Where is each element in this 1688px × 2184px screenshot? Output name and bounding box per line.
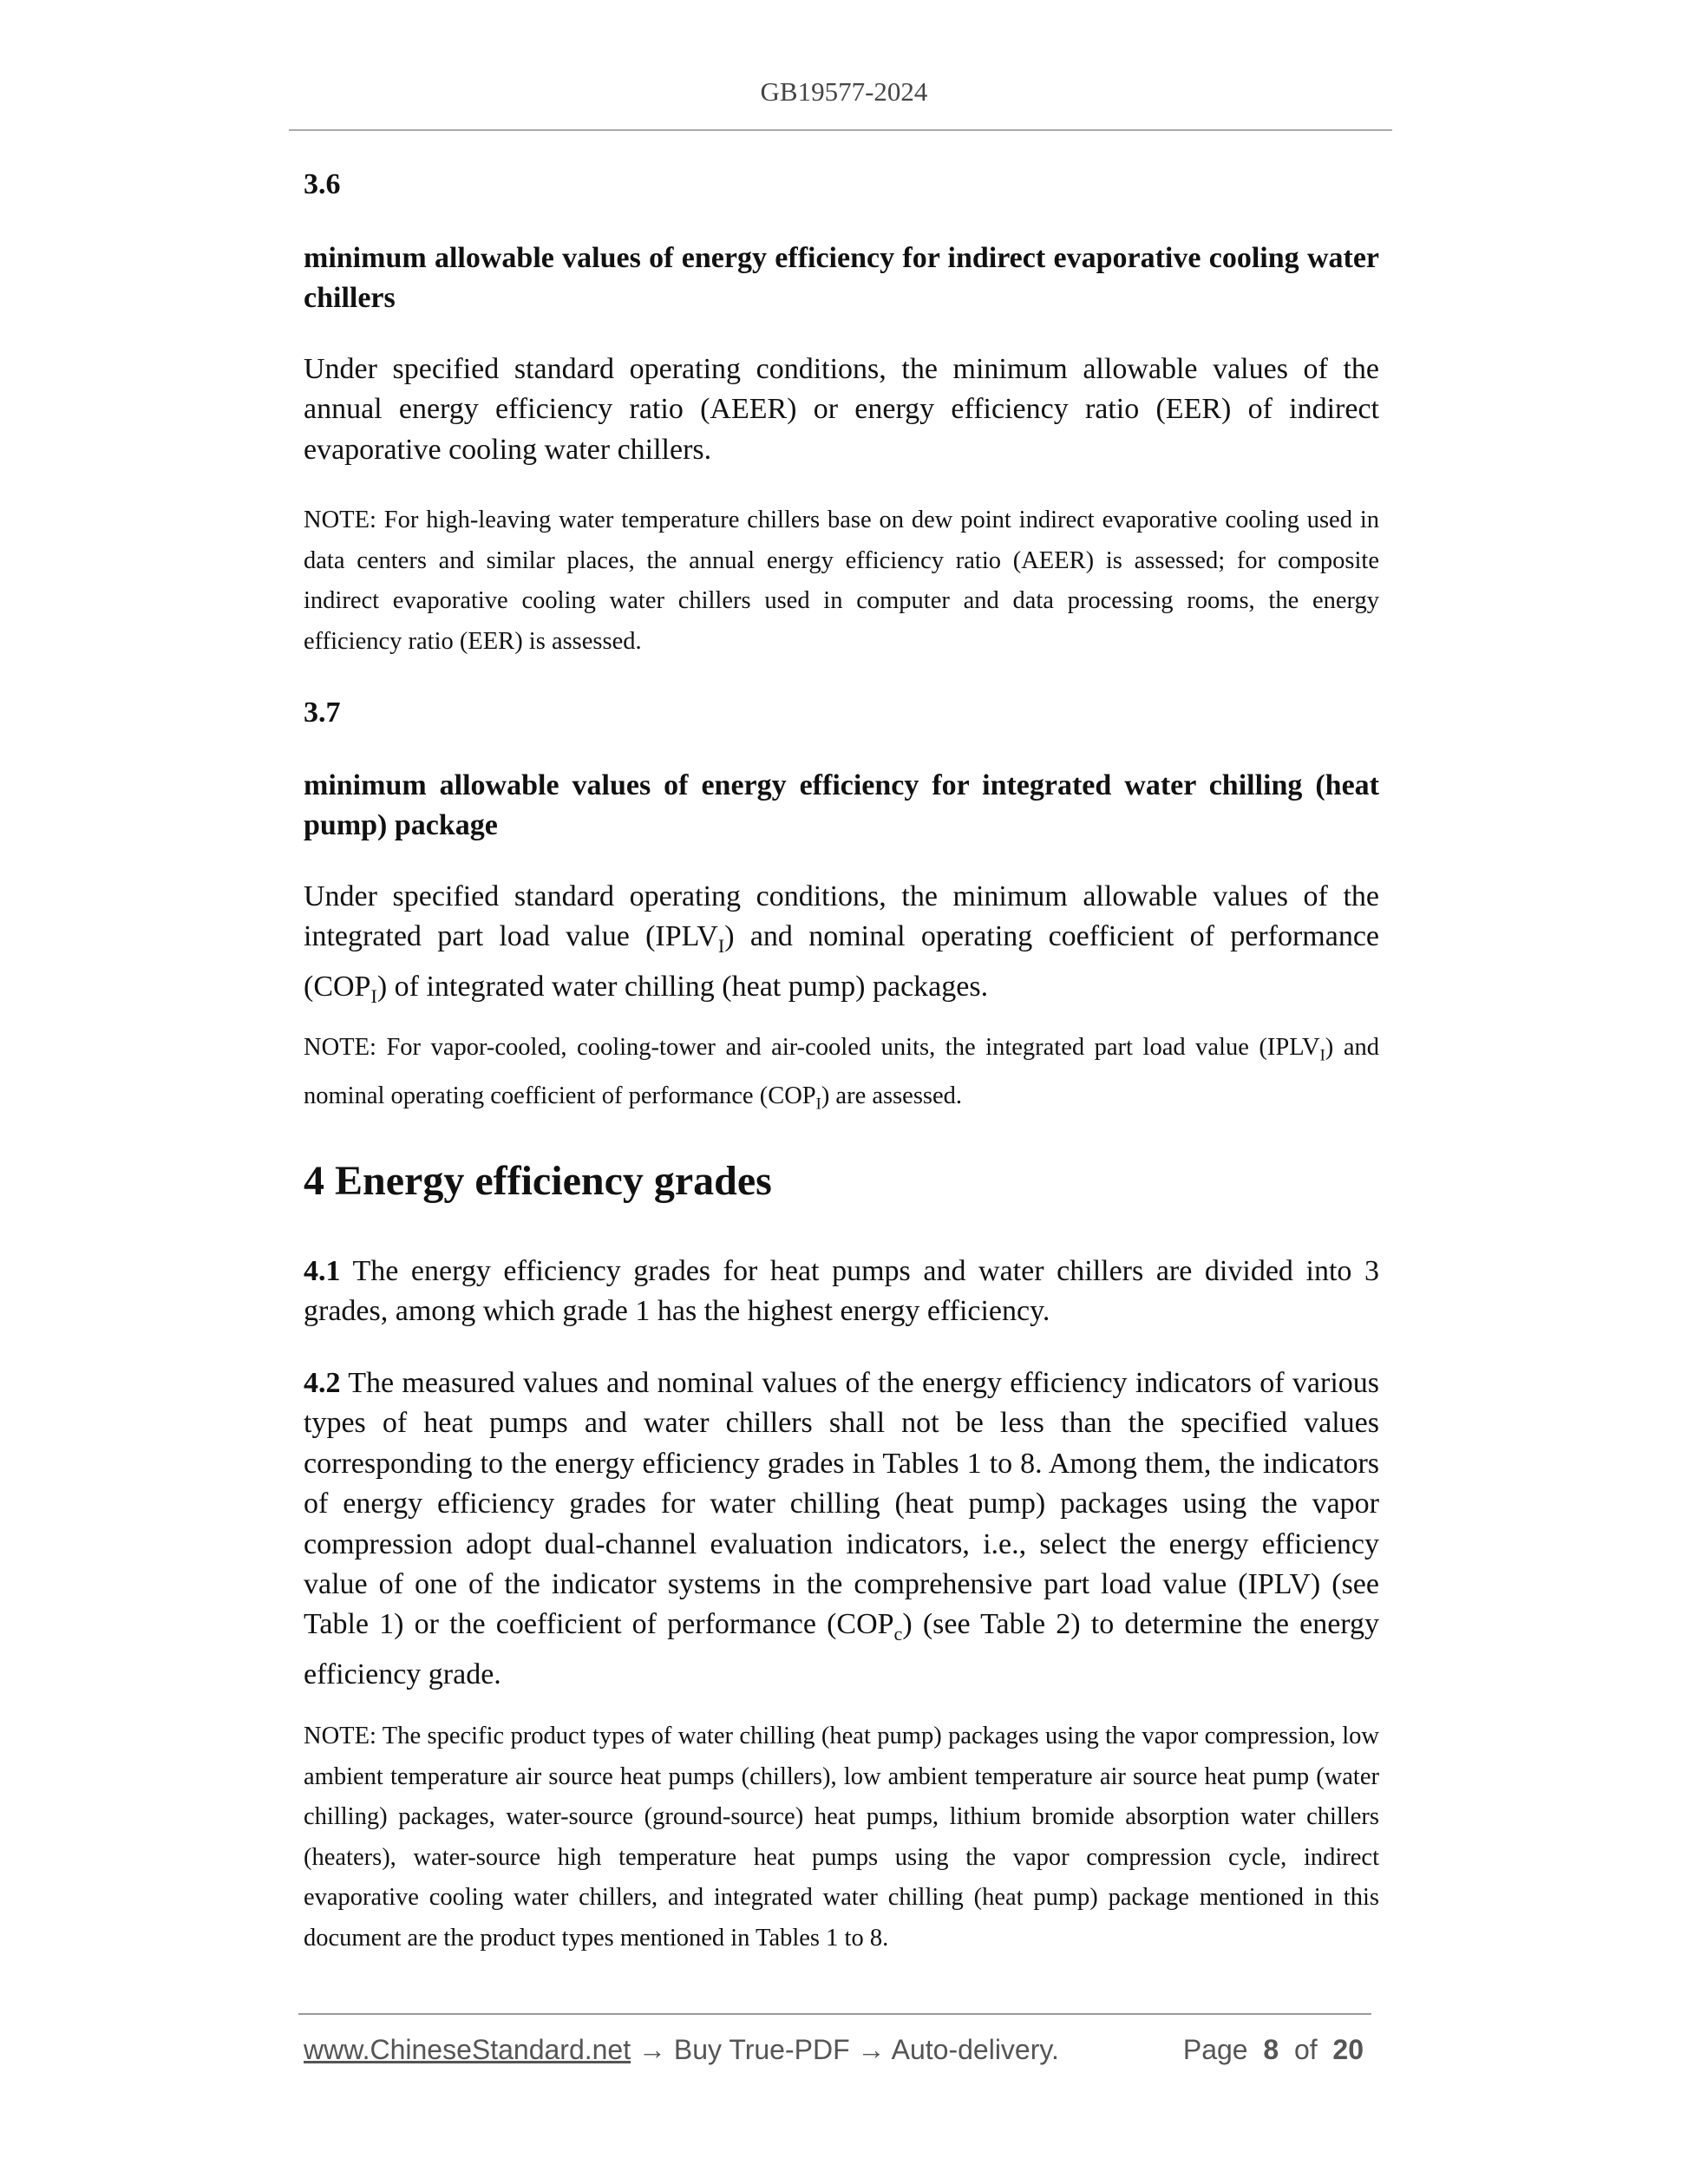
clause-number: 4.2 (304, 1367, 341, 1399)
text: ) are assessed. (821, 1082, 963, 1110)
website-link[interactable]: www.ChineseStandard.net (304, 2034, 631, 2065)
clause-title-3-6: minimum allowable values of energy efficiency for indirect evaporative cooling water chillers (304, 242, 1379, 314)
clause-title-3-7: minimum allowable values of energy efficiency for integrated water chilling (heat pump) package (304, 769, 1379, 841)
clause-4-2 (304, 1363, 1379, 1695)
text: NOTE: For vapor-cooled, cooling-tower and air-cooled units, the integrated part load value (IPLV (304, 1034, 1320, 1061)
delivery-text: Auto-delivery. (891, 2034, 1059, 2065)
arrow-icon: → (638, 2034, 666, 2065)
subscript: I (717, 935, 725, 958)
text: ) (see Table 2) to determine the energy efficiency grade. (304, 1608, 1379, 1690)
text: The measured values and nominal values of the energy efficiency indicators of various types of heat pumps and water chillers shall not be less than the specified values corresponding to the energy efficiency grades in Tables 1 to 8. Among them, the indicators of energy efficiency grades for water chilling (heat pump) packages using the vapor compression adopt dual-channel evaluation indicators, i.e., select the energy efficiency value of one of the indicator systems in the comprehensive part load value (IPLV) (see Table 1) or the coefficient of performance (COP (304, 1367, 1379, 1641)
total-pages: 20 (1332, 2034, 1364, 2065)
text: ) and nominal operating coefficient of performance (COP (304, 920, 1379, 1003)
header-divider (289, 129, 1392, 131)
clause-note-3-7 (304, 1028, 1379, 1126)
text: ) of integrated water chilling (heat pump) packages. (376, 970, 989, 1003)
page-label: Page (1182, 2034, 1248, 2065)
subscript: I (815, 1095, 821, 1114)
subscript: c (893, 1623, 903, 1645)
buy-text: Buy True-PDF (673, 2034, 850, 2065)
document-header: GB19577-2024 (760, 76, 928, 107)
page-footer (304, 2034, 1371, 2066)
clause-note-3-6: NOTE: For high-leaving water temperature chillers base on dew point indirect evaporative cooling used in data centers and similar places, the annual energy efficiency ratio (AEER) is assessed; for composite indirect evaporative cooling water chillers used in computer and data processing rooms, the energy efficiency ratio (EER) is assessed. (304, 507, 1379, 655)
arrow-icon: → (857, 2034, 886, 2065)
clause-note-4-2: NOTE: The specific product types of water chilling (heat pump) packages using the vapor compression, low ambient temperature air source heat pumps (chillers), low ambient temperature air source heat pump (water chilling) packages, water-source (ground-source) heat pumps, lithium bromide absorption water chillers (heaters), water-source high temperature heat pumps using the vapor compression cycle, indirect evaporative cooling water chillers, and integrated water chilling (heat pump) package mentioned in this document are the product types mentioned in Tables 1 to 8. (304, 1723, 1379, 1952)
text: ) and nominal operating coefficient of performance (COP (304, 1034, 1379, 1110)
clause-number-3-6: 3.6 (304, 168, 341, 200)
page-number (1183, 2034, 1364, 2066)
text: Under specified standard operating conditions, the minimum allowable values of the integrated part load value (IPLV (304, 880, 1379, 953)
text: The energy efficiency grades for heat pumps and water chillers are divided into 3 grades, among which grade 1 has the highest energy efficiency. (304, 1255, 1379, 1328)
clause-number-3-7: 3.7 (304, 696, 341, 729)
current-page: 8 (1263, 2034, 1279, 2065)
of-label: of (1293, 2034, 1318, 2065)
clause-body-3-6: Under specified standard operating conditions, the minimum allowable values of the annual energy efficiency ratio (AEER) or energy efficiency ratio (EER) of indirect evaporative cooling water chillers. (304, 353, 1379, 466)
section-heading-4: 4 Energy efficiency grades (304, 1158, 772, 1204)
footer-promo (304, 2034, 1059, 2066)
clause-number: 4.1 (304, 1255, 341, 1287)
subscript: I (370, 984, 377, 1007)
clause-body-3-7 (304, 877, 1379, 1017)
subscript: I (1319, 1046, 1325, 1065)
clause-4-1 (304, 1252, 1379, 1332)
footer-divider (298, 2013, 1371, 2015)
